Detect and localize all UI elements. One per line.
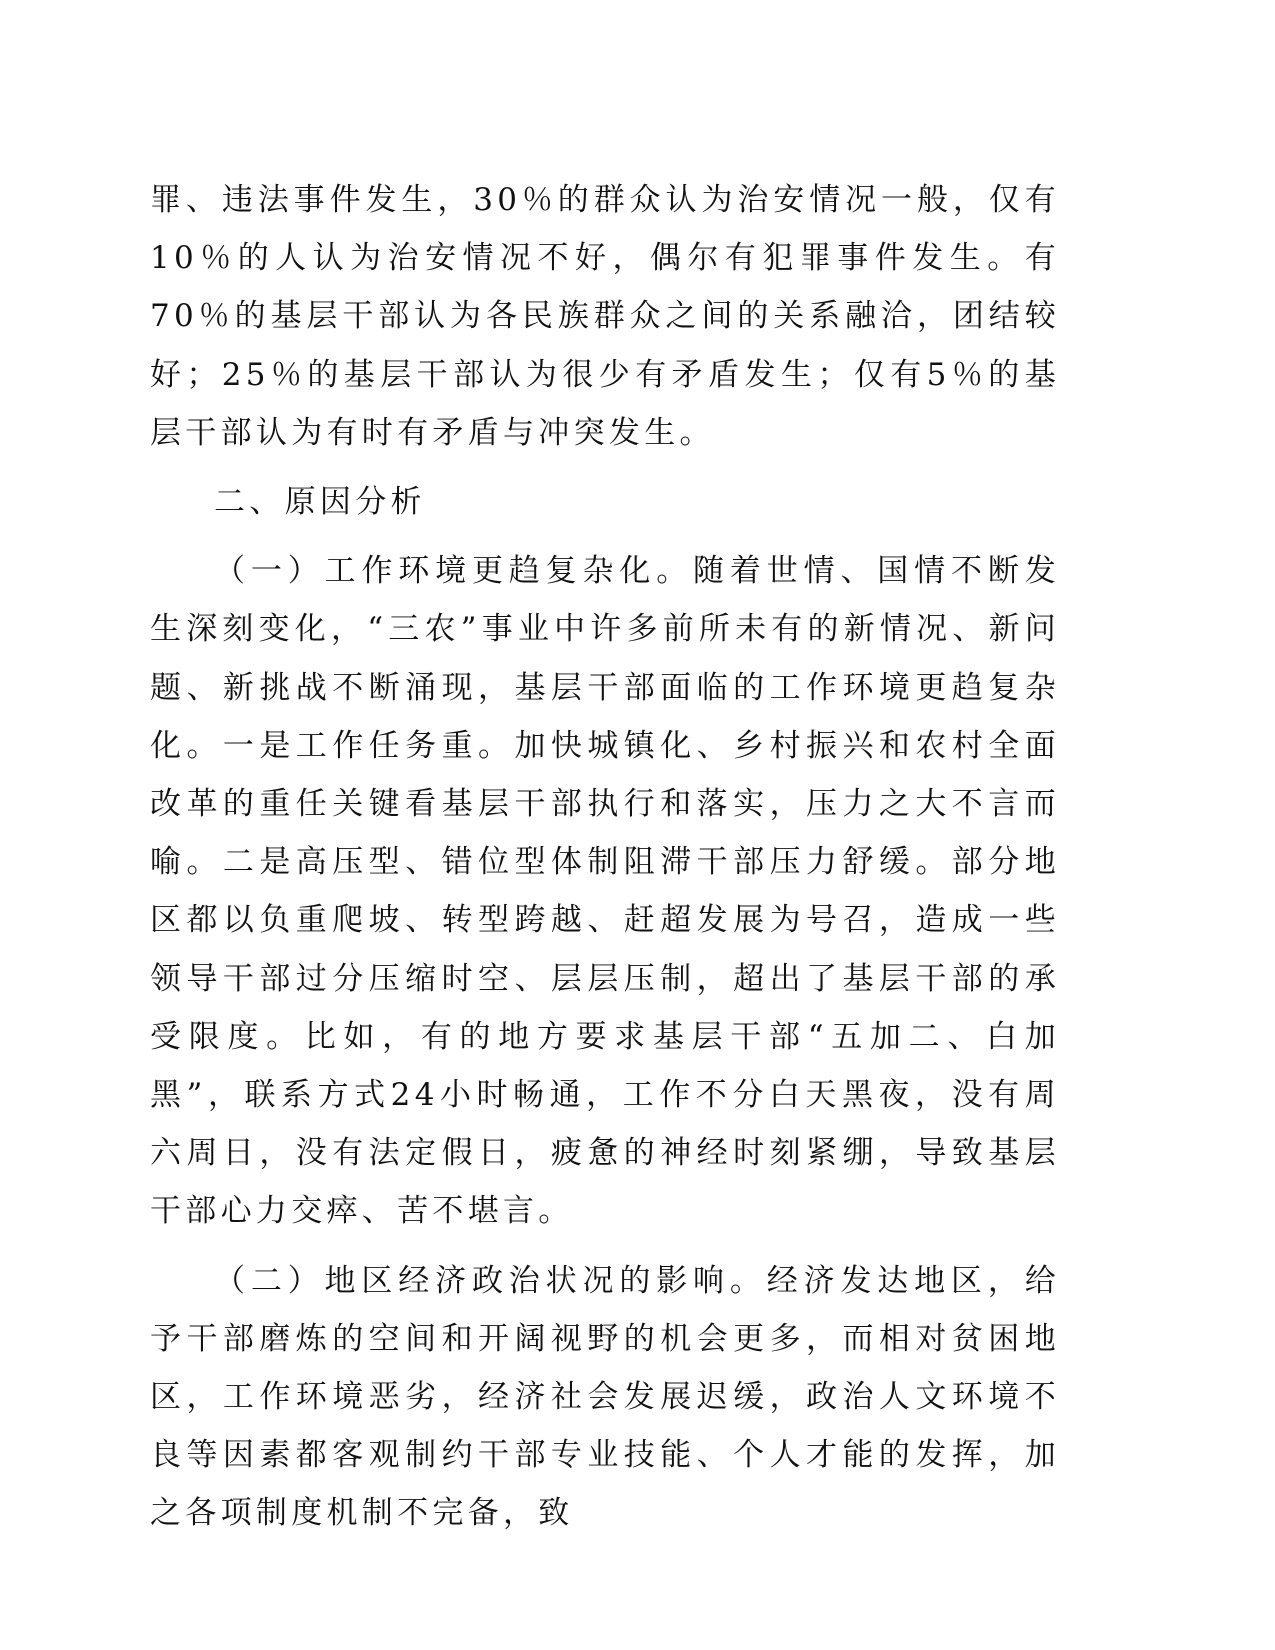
document-body xyxy=(150,171,1060,1543)
paragraph-survey-results: 罪、违法事件发生，30％的群众认为治安情况一般，仅有10％的人认为治安情况不好，偶尔有犯罪事件发生。有70％的基层干部认为各民族群众之间的关系融洽，团结较好；25％的基层干部认为很少有矛盾发生；仅有5％的基层干部认为有时有矛盾与冲突发生。 xyxy=(150,182,1060,451)
section-heading-cause-analysis: 二、原因分析 xyxy=(214,484,426,521)
paragraph-regional-conditions: （二）地区经济政治状况的影响。经济发达地区，给予干部磨炼的空间和开阔视野的机会更多，而相对贫困地区，工作环境恶劣，经济社会发展迟缓，政治人文环境不良等因素都客观制约干部专业技能、个人才能的发挥，加之各项制度机制不完备，致 xyxy=(150,1262,1060,1532)
paragraph-work-environment: （一）工作环境更趋复杂化。随着世情、国情不断发生深刻变化，“三农”事业中许多前所未有的新情况、新问题、新挑战不断涌现，基层干部面临的工作环境更趋复杂化。一是工作任务重。加快城镇化、乡村振兴和农村全面改革的重任关键看基层干部执行和落实，压力之大不言而喻。二是高压型、错位型体制阻滞干部压力舒缓。部分地区都以负重爬坡、转型跨越、赶超发展为号召，造成一些领导干部过分压缩时空、层层压制，超出了基层干部的承受限度。比如，有的地方要求基层干部“五加二、白加黑”，联系方式24小时畅通，工作不分白天黑夜，没有周六周日，没有法定假日，疲惫的神经时刻紧绷，导致基层干部心力交瘁、苦不堪言。 xyxy=(150,553,1060,1230)
